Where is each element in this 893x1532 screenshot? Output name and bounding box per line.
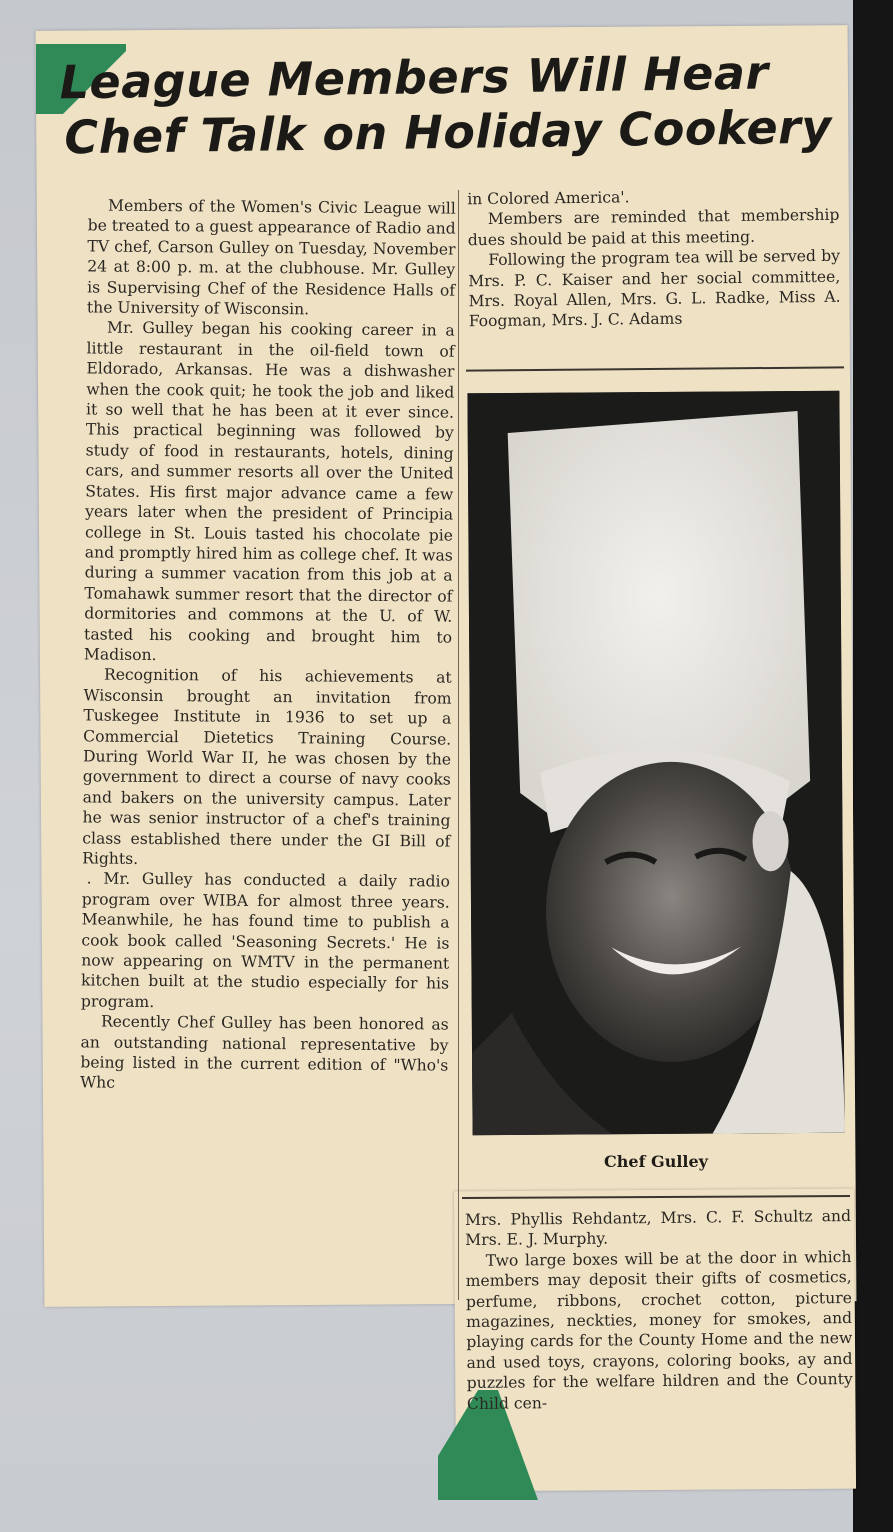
headline-line-2: Chef Talk on Holiday Cookery: [64, 99, 833, 165]
paragraph: Recently Chef Gulley has been honored as an outstanding national representative by being listed in the current edition of "Who's Whc: [80, 1012, 449, 1093]
article-column-1: [80, 195, 456, 1096]
column-divider: [458, 190, 459, 1300]
paragraph: Mrs. Phyllis Rehdantz, Mrs. C. F. Schultz and Mrs. E. J. Murphy.: [464, 1206, 852, 1250]
paragraph: Recognition of his achievements at Wisconsin brought an invitation from Tuskegee Institute in 1936 to set up a Commercial Dietetics Training Course. During World War II, he was chosen by the government to direct a course of navy cooks and bakers on the university campus. Later he was senior instructor of a chef's training class established there under the GI Bill of Rights.: [82, 665, 452, 868]
headline-line-1: League Members Will Hear: [59, 45, 769, 110]
article-column-2: [467, 185, 841, 332]
paragraph: Members are reminded that membership dues should be paid at this meeting.: [467, 206, 840, 250]
board-edge: [853, 0, 893, 1532]
photo-caption: Chef Gulley: [604, 1152, 708, 1171]
paragraph: . Mr. Gulley has conducted a daily radio program over WIBA for almost three years. Meanwhile, he has found time to publish a cook book called 'Seasoning Secrets.' He is now appearing on WMTV in the permanent kitchen built at the studio especially for his program.: [80, 869, 451, 1011]
paragraph: Two large boxes will be at the door in which members may deposit their gifts of cosmetics, perfume, ribbons, crochet cotton, picture magazines, neckties, money for smokes, and playing cards for the County Home and the new and used toys, crayons, coloring books, ay and puzzles for the welfare hildren and the County Child cen-: [465, 1247, 853, 1413]
headline: [59, 45, 833, 166]
article-column-3: [465, 1206, 853, 1414]
paragraph: Members of the Women's Civic League will be treated to a guest appearance of Radio and TV chef, Carson Gulley on Tuesday, November 24 at 8:00 p. m. at the clubhouse. Mr. Gulley is Supervising Chef of the Residence Halls of the University of Wisconsin.: [86, 196, 456, 319]
paragraph: in Colored America'.: [467, 188, 630, 209]
chef-portrait-image: [467, 391, 844, 1136]
paragraph: Following the program tea will be served by Mrs. P. C. Kaiser and her social committee, Mrs. Royal Allen, Mrs. G. L. Radke, Miss A. Foogman, Mrs. J. C. Adams: [468, 246, 841, 331]
paragraph: Mr. Gulley began his cooking career in a little restaurant in the oil-field town of Eldorado, Arkansas. He was a dishwasher when the cook quit; he took the job and liked it so well that he has been at it ever since. This practical beginning was followed by study of food in restaurants, hotels, dining cars, and summer resorts all over the United States. His first major advance came a few years later when the president of Principia college in St. Louis tasted his chocolate pie and promptly hired him as college chef. It was during a summer vacation from this job at a Tomahawk summer resort that the director of dormitories and commons at the U. of W. tasted his cooking and brought him to Madison.: [83, 319, 455, 664]
chef-photo: [467, 391, 844, 1136]
